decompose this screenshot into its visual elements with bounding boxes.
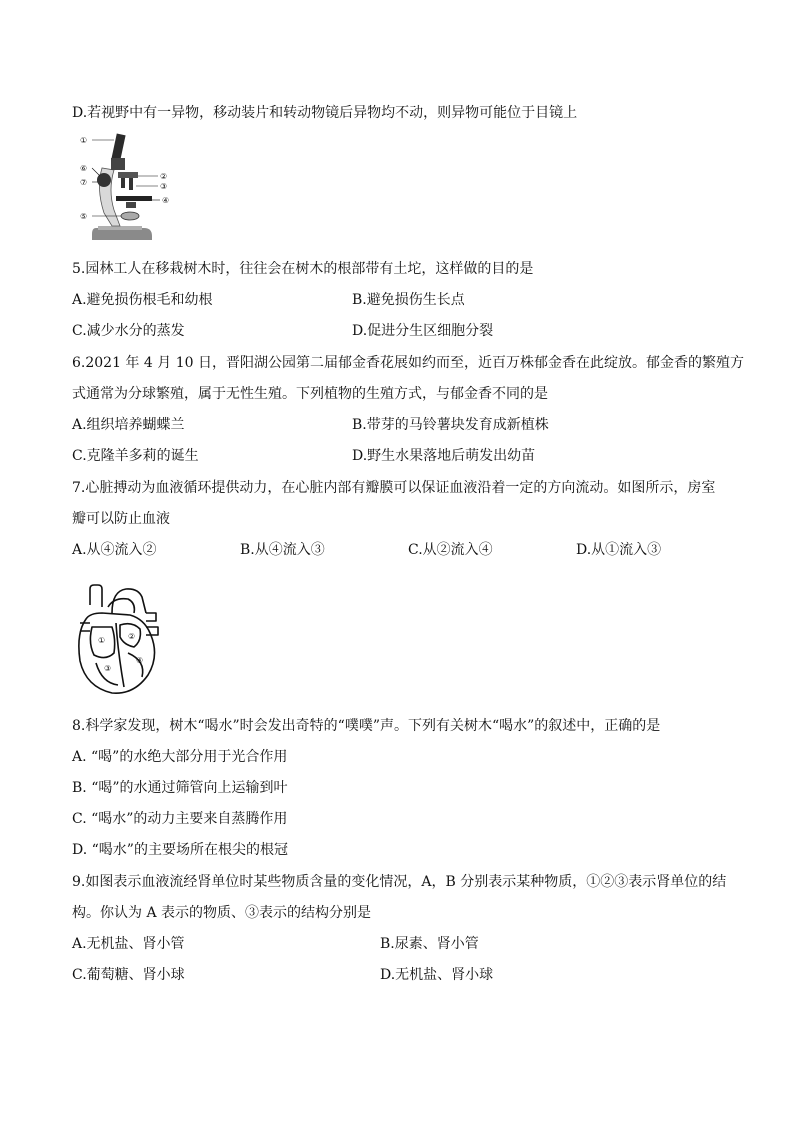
microscope-label-6: ⑥ [80,164,88,173]
q6-option-b[interactable]: B.带芽的马铃薯块发育成新植株 [352,417,549,433]
q9-stem-line2: 构。你认为 A 表示的物质、③表示的结构分别是 [72,905,372,921]
q5-stem: 5.园林工人在移栽树木时，往往会在树木的根部带有土坨，这样做的目的是 [72,261,534,277]
microscope-figure [74,128,174,246]
q8-option-d[interactable]: D. “喝水”的主要场所在根尖的根冠 [72,842,288,858]
q7-option-d[interactable]: D.从①流入③ [576,542,662,558]
q5-option-c[interactable]: C.减少水分的蒸发 [72,323,185,339]
q8-option-b[interactable]: B. “喝”的水通过筛管向上运输到叶 [72,780,288,796]
microscope-label-2: ② [160,172,168,181]
q7-option-c[interactable]: C.从②流入④ [408,542,493,558]
q5-option-b[interactable]: B.避免损伤生长点 [352,292,465,308]
q8-option-a[interactable]: A. “喝”的水绝大部分用于光合作用 [72,749,288,765]
q9-option-b[interactable]: B.尿素、肾小管 [380,936,479,952]
q9-option-c[interactable]: C.葡萄糖、肾小球 [72,967,185,983]
q9-option-a[interactable]: A.无机盐、肾小管 [72,936,185,952]
q6-stem-line2: 式通常为分球繁殖，属于无性生殖。下列植物的生殖方式，与郁金香不同的是 [72,386,548,402]
heart-label-3: ③ [104,664,112,673]
q8-stem: 8.科学家发现，树木“喝水”时会发出奇特的“噗噗”声。下列有关树木“喝水”的叙述中，正确的是 [72,718,661,734]
q9-stem-line1: 9.如图表示血液流经肾单位时某些物质含量的变化情况，A，B 分别表示某种物质，①②③表示肾单位的结 [72,874,727,890]
microscope-label-1: ① [80,136,88,145]
q7-option-a[interactable]: A.从④流入② [72,542,157,558]
microscope-label-3: ③ [160,182,168,191]
q6-option-a[interactable]: A.组织培养蝴蝶兰 [72,417,185,433]
q5-option-d[interactable]: D.促进分生区细胞分裂 [352,323,494,339]
heart-label-2: ② [128,632,136,641]
q7-option-b[interactable]: B.从④流入③ [240,542,325,558]
microscope-label-4: ④ [162,196,170,205]
q6-stem-line1: 6.2021 年 4 月 10 日，晋阳湖公园第二届郁金香花展如约而至，近百万株郁金香在此绽放。郁金香的繁殖方 [72,355,744,371]
q7-stem-line2: 瓣可以防止血液 [72,511,170,527]
heart-label-4: ④ [136,656,144,665]
microscope-label-7: ⑦ [80,178,88,187]
q8-option-c[interactable]: C. “喝水”的动力主要来自蒸腾作用 [72,811,288,827]
q6-option-c[interactable]: C.克隆羊多莉的诞生 [72,448,199,464]
q6-option-d[interactable]: D.野生水果落地后萌发出幼苗 [352,448,536,464]
q9-option-d[interactable]: D.无机盐、肾小球 [380,967,494,983]
heart-label-1: ① [98,636,106,645]
q5-option-a[interactable]: A.避免损伤根毛和幼根 [72,292,213,308]
heart-figure [72,583,162,699]
microscope-label-5: ⑤ [80,212,88,221]
option-d-text: D.若视野中有一异物，移动装片和转动物镜后异物均不动，则异物可能位于目镜上 [72,105,578,121]
q7-stem-line1: 7.心脏搏动为血液循环提供动力，在心脏内部有瓣膜可以保证血液沿着一定的方向流动。如图所示，房室 [72,480,716,496]
